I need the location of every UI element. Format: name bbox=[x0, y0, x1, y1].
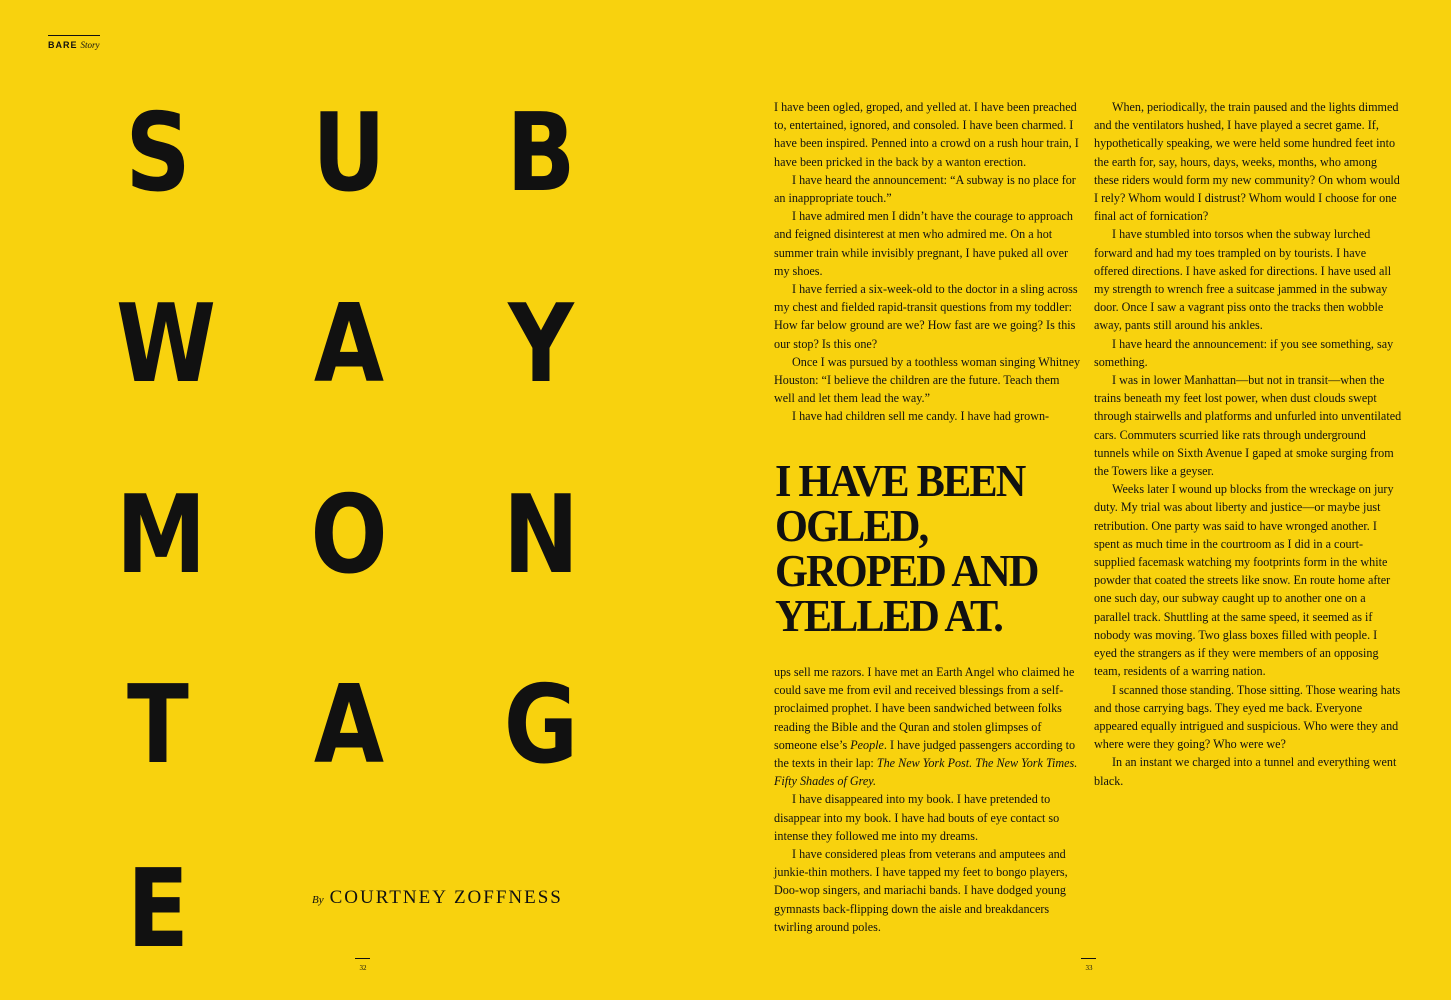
article-column-1-bottom bbox=[774, 663, 1083, 936]
paragraph: I have ferried a six-week-old to the doctor in a sling across my chest and fielded rapid-transit questions from my toddler: How far below ground are we? How fast are we going? Is this our stop? Is this one? bbox=[774, 282, 1078, 351]
paragraph bbox=[774, 663, 1083, 790]
section-name: BARE bbox=[48, 40, 78, 50]
byline-prefix: By bbox=[312, 894, 324, 906]
title-letter: M bbox=[116, 473, 207, 598]
paragraph: I was in lower Manhattan—but not in transit—when the trains beneath my feet lost power, when dust clouds swept through stairwells and platforms and unfurled into unventilated cars. Commuters scurried like rats through underground tunnels while on Sixth Avenue I gaped at smoke surging from the Towers like a geyser. bbox=[1094, 373, 1402, 479]
title-letter: B bbox=[506, 91, 576, 216]
title-letter: Y bbox=[508, 282, 574, 407]
byline bbox=[312, 887, 563, 909]
subsection-name: Story bbox=[80, 40, 100, 50]
paragraph: I have been ogled, groped, and yelled at. I have been preached to, entertained, ignored, and consoled. I have been charmed. I have been inspired. Penned into a crowd on a rush hour train, I have been pricked in the back by a wanton erection. bbox=[774, 100, 1079, 169]
paragraph: Once I was pursued by a toothless woman singing Whitney Houston: “I believe the children are the future. Teach them well and let them lead the way.” bbox=[774, 354, 1081, 406]
paragraph: I have had children sell me candy. I have had grown- bbox=[792, 409, 1050, 424]
paragraph: I have disappeared into my book. I have pretended to disappear into my book. I have had bouts of eye contact so intense they followed me into my dreams. bbox=[774, 792, 1060, 843]
title-letter: U bbox=[312, 91, 386, 216]
italic-title: The New York Post. The New York Times. Fifty Shades of Grey. bbox=[774, 756, 1078, 789]
paragraph: I have considered pleas from veterans and amputees and junkie-thin mothers. I have tapped my feet to bongo players, Doo-wop singers, and mariachi bands. I have dodged young gymnasts back-flipping down the aisle and breakdancers twirling around poles. bbox=[774, 847, 1068, 934]
paragraph: In an instant we charged into a tunnel and everything went black. bbox=[1094, 755, 1397, 788]
page-number-right: 33 bbox=[1085, 964, 1093, 972]
article-column-1-top bbox=[774, 98, 1083, 426]
title-letter: E bbox=[127, 847, 189, 972]
title-letter: W bbox=[116, 282, 217, 407]
paragraph: I scanned those standing. Those sitting. Those wearing hats and those carrying bags. They eyed me back. Everyone appeared equally intrigued and suspicious. Who were they and where were they going? Who were we? bbox=[1094, 682, 1401, 752]
text-run: ups sell me razors. I have met an Earth Angel who claimed he could save me from evil and received blessings from a self-proclaimed prophet. I have been sandwiched between folks reading the Bible and the Quran and stolen glimpses of someone else’s bbox=[774, 665, 1075, 752]
folio-rule-left bbox=[355, 958, 370, 959]
paragraph: When, periodically, the train paused and the lights dimmed and the ventilators hushed, I have played a secret game. If, hypothetically speaking, we were held some hundred feet into the earth for, say, hours, days, weeks, months, who among these riders would form my new community? On whom would I rely? Whom would I distrust? Whom would I choose for one final act of fornication? bbox=[1094, 100, 1400, 224]
title-letter: S bbox=[125, 91, 191, 216]
paragraph: I have heard the announcement: if you see something, say something. bbox=[1094, 336, 1394, 369]
author-name: COURTNEY ZOFFNESS bbox=[329, 887, 563, 908]
article-column-2 bbox=[1094, 98, 1403, 790]
text-run: . I have judged passengers according to the texts in their lap: bbox=[774, 737, 1076, 771]
paragraph: I have admired men I didn’t have the courage to approach and feigned disinterest at men who admired me. On a hot summer train while invisibly pregnant, I have puked all over my shoes. bbox=[774, 209, 1073, 278]
title-letter: A bbox=[313, 663, 385, 788]
title-letter: T bbox=[127, 663, 189, 788]
title-letter: N bbox=[503, 473, 579, 598]
page-number-left: 32 bbox=[359, 964, 367, 972]
paragraph: Weeks later I wound up blocks from the wreckage on jury duty. My trial was about liberty and justice—or maybe just retribution. One party was said to have wronged another. I spent as much time in the courtroom as I did in a court-supplied facemask watching my footprints form in the white powder that coated the streets like snow. En route home after one such day, our subway caught up to another one on a parallel track. Shuttling at the same speed, it seemed as if nobody was moving. Two glass boxes filled with people. I eyed the strangers as if they were members of an opposing team, residents of a warring nation. bbox=[1094, 482, 1394, 679]
italic-title: People bbox=[850, 737, 884, 752]
pull-quote: I HAVE BEEN OGLED, GROPED AND YELLED AT. bbox=[775, 455, 1038, 641]
title-letter: A bbox=[313, 282, 385, 407]
paragraph: I have heard the announcement: “A subway is no place for an inappropriate touch.” bbox=[774, 172, 1076, 206]
title-letter: O bbox=[310, 473, 388, 598]
header-rule bbox=[48, 35, 100, 36]
paragraph: I have stumbled into torsos when the subway lurched forward and had my toes trampled on by tourists. I have offered directions. I have asked for directions. I have used all my strength to wrench free a suitcase jammed in the subway door. Once I saw a vagrant piss onto the tracks then wobble away, pants still around his ankles. bbox=[1094, 227, 1392, 333]
folio-rule-right bbox=[1081, 958, 1096, 959]
title-letter: G bbox=[503, 663, 579, 788]
section-header bbox=[48, 40, 100, 50]
